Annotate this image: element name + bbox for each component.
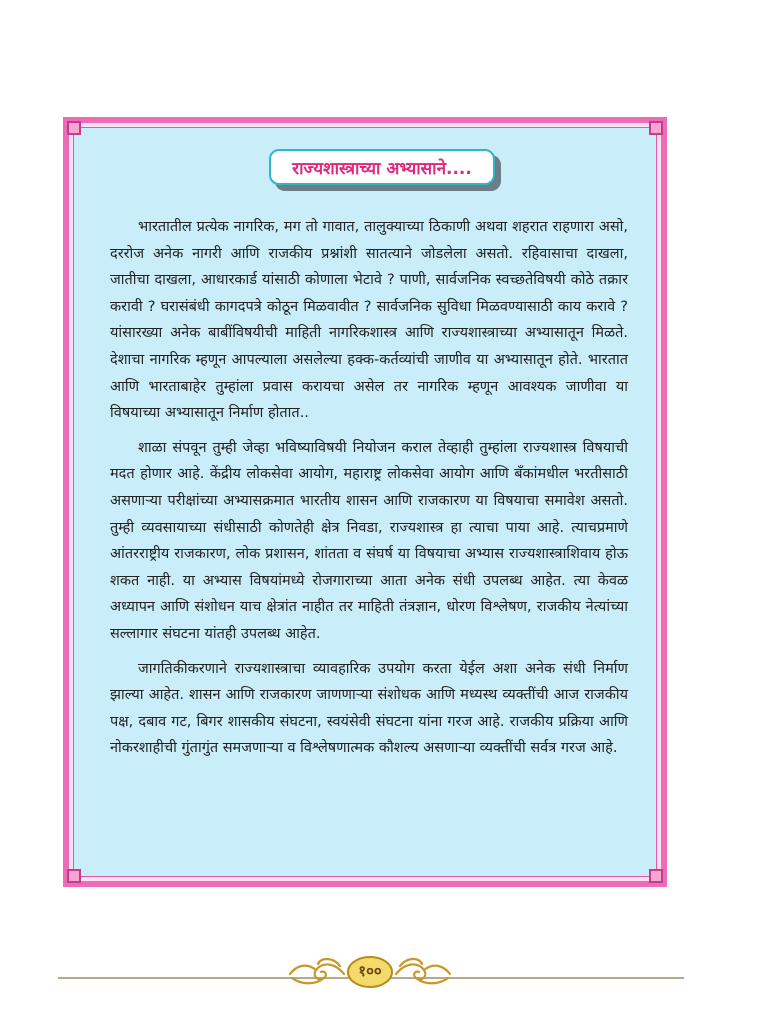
page-number: १०० [358, 962, 382, 980]
paragraph-3: जागतिकीकरणाने राज्यशास्त्राचा व्यावहारिक उपयोग करता येईल अशा अनेक संधी निर्माण झाल्या आहेत. शासन आणि राजकारण जाणणाऱ्या संशोधक आणि मध्यस्थ व्यक्तींची आज राजकीय पक्ष, दबाव गट, बिगर शासकीय संघटना, स्वयंसेवी संघटना यांना गरज आहे. राजकीय प्रक्रिया आणि नोकरशाहीची गुंतागुंत समजणाऱ्या व विश्लेषणात्मक कौशल्य असणाऱ्या व्यक्तींची सर्वत्र गरज आहे. [110, 660, 628, 757]
paragraph-2: शाळा संपवून तुम्ही जेव्हा भविष्याविषयी नियोजन कराल तेव्हाही तुम्हांला राज्यशास्त्र विषयाची मदत होणार आहे. केंद्रीय लोकसेवा आयोग, महाराष्ट्र लोकसेवा आयोग आणि बँकांमधील भरतीसाठी असणाऱ्या परीक्षांच्या अभ्यासक्रमात भारतीय शासन आणि राजकारण या विषयाचा समावेश असतो. तुम्ही व्यवसायाच्या संधीसाठी कोणतेही क्षेत्र निवडा, राज्यशास्त्र हा त्याचा पाया आहे. त्याचप्रमाणे आंतरराष्ट्रीय राजकारण, लोक प्रशासन, शांतता व संघर्ष या विषयाचा अभ्यास राज्यशास्त्राशिवाय होऊ शकत नाही. या अभ्यास विषयांमध्ये रोजगाराच्या आता अनेक संधी उपलब्ध आहेत. त्या केवळ अध्यापन आणि संशोधन याच क्षेत्रांत नाहीत तर माहिती तंत्रज्ञान, धोरण विश्लेषण, राजकीय नेत्यांच्या सल्लागार संघटना यांतही उपलब्ध आहेत. [110, 439, 628, 642]
paragraph-1: भारतातील प्रत्येक नागरिक, मग तो गावात, तालुक्याच्या ठिकाणी अथवा शहरात राहणारा असो, दररोज अनेक नागरी आणि राजकीय प्रश्नांशी सातत्याने जोडलेला असतो. रहिवासाचा दाखला, जातीचा दाखला, आधारकार्ड यांसाठी कोणाला भेटावे ? पाणी, सार्वजनिक स्वच्छतेविषयी कोठे तक्रार करावी ? घरासंबंधी कागदपत्रे कोठून मिळवावीत ? सार्वजनिक सुविधा मिळवण्यासाठी काय करावे ? यांसारख्या अनेक बाबींविषयीची माहिती नागरिकशास्त्र आणि राज्यशास्त्राच्या अभ्यासातून मिळते. देशाचा नागरिक म्हणून आपल्याला असलेल्या हक्क-कर्तव्यांची जाणीव या अभ्यासातून होते. भारतात आणि भारताबाहेर तुम्हांला प्रवास करायचा असेल तर नागरिक म्हणून आवश्यक जाणीवा या विषयाच्या अभ्यासातून निर्माण होतात.. [110, 219, 628, 422]
corner-ornament-top-left [67, 121, 81, 135]
corner-ornament-bottom-left [67, 869, 81, 883]
body-text [110, 214, 628, 770]
page-title: राज्यशास्त्राच्या अभ्यासाने.... [292, 158, 472, 179]
title-box [269, 149, 495, 185]
corner-ornament-top-right [649, 121, 663, 135]
corner-ornament-bottom-right [649, 869, 663, 883]
